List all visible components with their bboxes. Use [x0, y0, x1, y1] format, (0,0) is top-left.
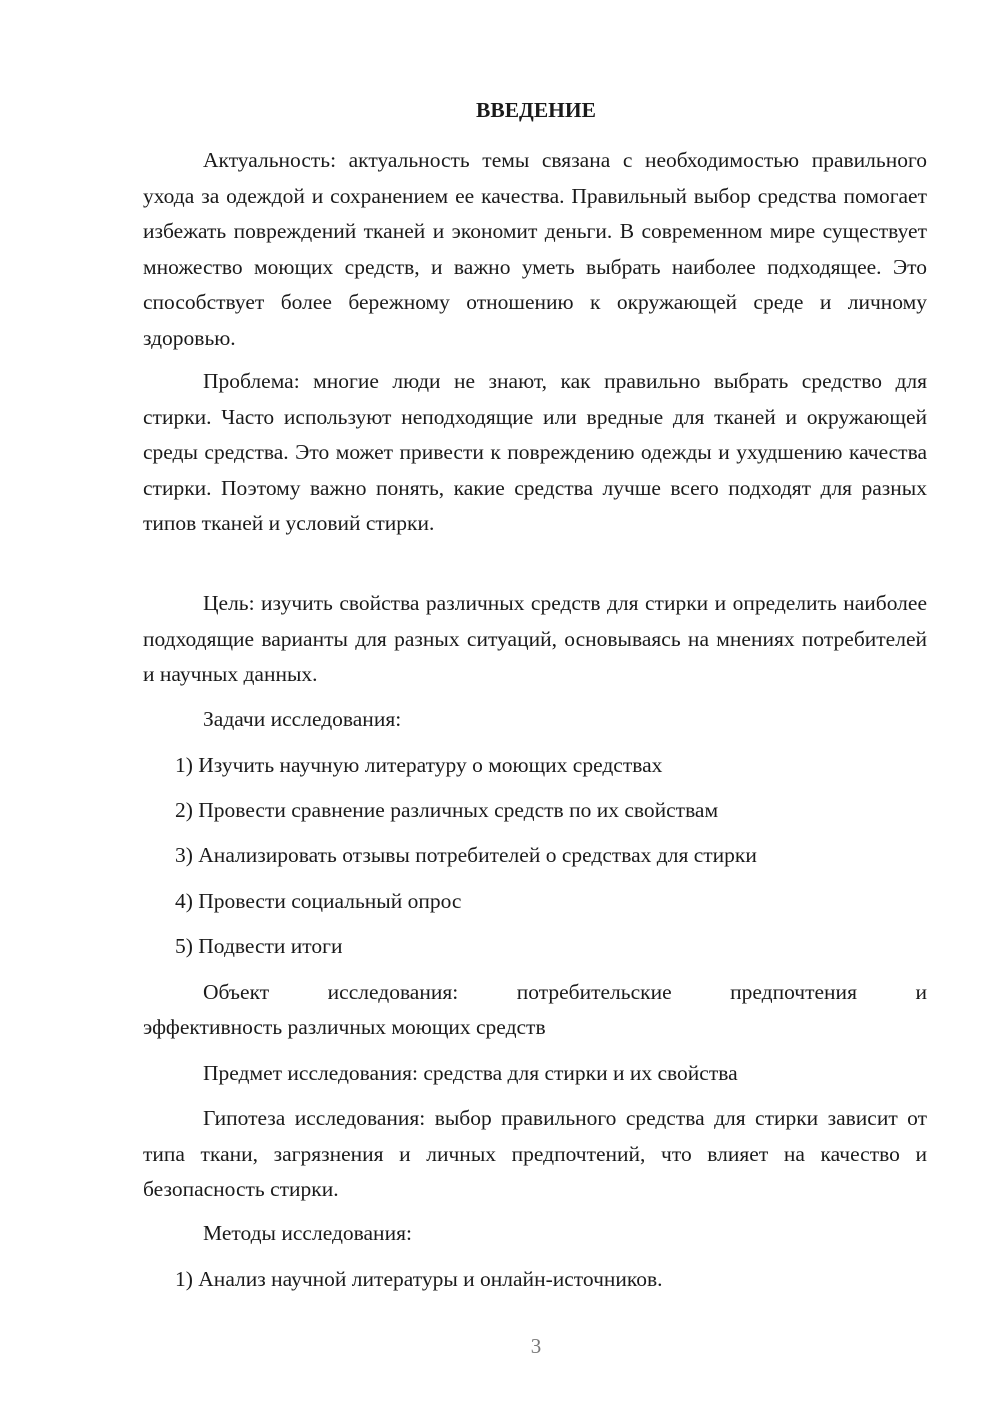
hypothesis-paragraph: Гипотеза исследования: выбор правильного средства для стирки зависит от типа ткани, загрязнения и личных предпочтений, что влияет на качество и безопасность стирки. — [143, 1106, 927, 1201]
methods-heading: Методы исследования: — [203, 1221, 412, 1245]
goal-paragraph: Цель: изучить свойства различных средств для стирки и определить наиболее подходящие варианты для разных ситуаций, основываясь на мнениях потребителей и научных данных. — [143, 591, 927, 686]
task-item-2: 2) Провести сравнение различных средств по их свойствам — [175, 798, 719, 822]
page-title: ВВЕДЕНИЕ — [476, 98, 596, 122]
task-item-3: 3) Анализировать отзывы потребителей о средствах для стирки — [175, 843, 757, 867]
relevance-paragraph: Актуальность: актуальность темы связана с необходимостью правильного ухода за одеждой и сохранением ее качества. Правильный выбор средства помогает избежать повреждений тканей и экономит деньги. В современном мире существует множество моющих средств, и важно уметь выбрать наиболее подходящее. Это способствует более бережному отношению к окружающей среде и личному здоровью. — [143, 148, 927, 350]
object-line-2: эффективность различных моющих средств — [143, 1015, 546, 1039]
task-item-1: 1) Изучить научную литературу о моющих средствах — [175, 753, 663, 777]
task-item-4: 4) Провести социальный опрос — [175, 889, 462, 913]
tasks-heading: Задачи исследования: — [203, 707, 402, 731]
object-line-1: Объект исследования: потребительские предпочтения и — [203, 980, 927, 1004]
page-number: 3 — [530, 1334, 542, 1358]
subject-paragraph: Предмет исследования: средства для стирки и их свойства — [203, 1061, 738, 1085]
task-item-5: 5) Подвести итоги — [175, 934, 343, 958]
method-item-1: 1) Анализ научной литературы и онлайн-источников. — [175, 1267, 663, 1291]
problem-paragraph: Проблема: многие люди не знают, как правильно выбрать средство для стирки. Часто используют неподходящие или вредные для тканей и окружающей среды средства. Это может привести к повреждению одежды и ухудшению качества стирки. Поэтому важно понять, какие средства лучше всего подходят для разных типов тканей и условий стирки. — [143, 369, 927, 535]
